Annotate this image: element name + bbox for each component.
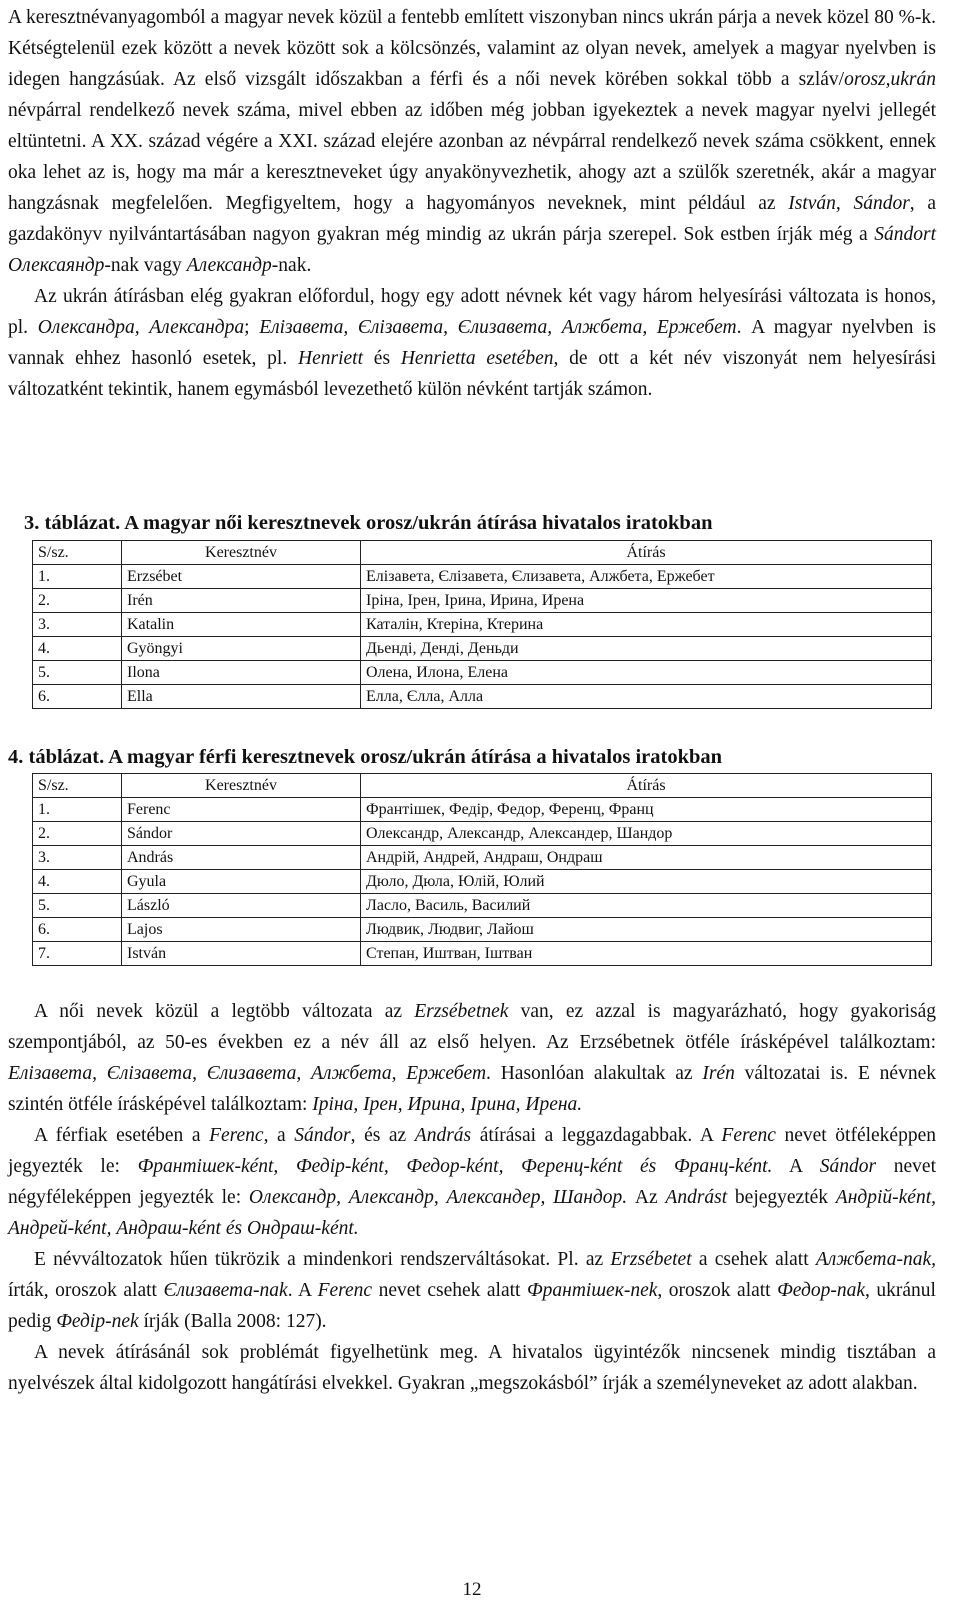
table-cell: Людвик, Людвиг, Лайош [361, 918, 932, 942]
table-row [33, 918, 932, 942]
italic-run: Олександр, Александр, Александер, Шандор. [248, 1187, 628, 1208]
table-row [33, 685, 932, 709]
table-cell: Ferenc [122, 798, 361, 822]
table-cell: Дюло, Дюла, Юлій, Юлий [361, 870, 932, 894]
italic-run: Sándort Олексаяндр [8, 224, 936, 276]
table3-caption: 3. táblázat. A magyar női keresztnevek orosz/ukrán átírása hivatalos iratokban [24, 512, 713, 534]
table-cell: 4. [33, 637, 122, 661]
table-cell: István [122, 942, 361, 966]
table-cell: Katalin [122, 613, 361, 637]
table-cell: Каталін, Ктеріна, Ктерина [361, 613, 932, 637]
table-cell: Елізавета, Єлізавета, Єлизавета, Алжбета, Ержебет [361, 565, 932, 589]
paragraph: A keresztnévanyagomból a magyar nevek közül a fentebb említett viszonyban nincs ukrán párja a nevek közel 80 %-k. Kétségtelenül ezek között a nevek között sok a kölcsönzés, valamint az olyan nevek, amelyek a magyar nyelvben is idegen hangzásúak. Az első vizsgált időszakban a férfi és a női nevek körében sokkal több a szláv/orosz,ukrán névpárral rendelkező nevek száma, mivel ebben az időben még jobban igyekeztek a nevek magyar nyelvi jellegét eltüntetni. A XX. század végére a XXI. század elejére azonban az névpárral rendelkező nevek száma csökkent, ennek oka lehet az is, hogy ma már a keresztneveket úgy anyakönyvezhetik, ahogy azt a szülők szeretnék, akár a magyar hangzásnak megfelelően. Megfigyeltem, hogy a hagyományos neveknek, mint például az István, Sándor, a gazdakönyv nyilvántartásában nagyon gyakran még mindig az ukrán párja szerepel. Sok estben írják még a Sándort Олексаяндр-nak vagy Александр-nak. [8, 7, 936, 276]
table-cell: Sándor [122, 822, 361, 846]
table-row [33, 565, 932, 589]
table-row [33, 942, 932, 966]
table-cell: 3. [33, 613, 122, 637]
column-header: Keresztnév [122, 774, 361, 798]
table-cell: Олександр, Александр, Александер, Шандор [361, 822, 932, 846]
italic-run: Елізавета, Єлізавета, Єлизавета, Алжбета, Ержебет [8, 1063, 487, 1084]
italic-run: Henrietta esetében [400, 348, 554, 369]
italic-run: Олександра, Александра [37, 317, 245, 338]
column-header: S/sz. [33, 541, 122, 565]
paragraph: A nevek átírásánál sok problémát figyelhetünk meg. A hivatalos ügyintézők nincsenek mindig tisztában a nyelvészek által kidolgozott hangátírási elvekkel. Gyakran „megszokásból” írják a személyneveket az adott alakban. [8, 1342, 936, 1394]
italic-run: Андрій-ként, Андрей-ként, Андраш-ként és Ондраш-ként. [8, 1187, 936, 1239]
italic-run: Ferenc [721, 1125, 776, 1146]
table-cell: 3. [33, 846, 122, 870]
italic-run: András [414, 1125, 472, 1146]
paragraph: A női nevek közül a legtöbb változata az Erzsébetnek van, ez azzal is magyarázható, hogy gyakoriság szempontjából, az 50-es években ez a név áll az első helyen. Az Erzsébetnek ötféle írásképével találkoztam: Елізавета, Єлізавета, Єлизавета, Алжбета, Ержебет. Hasonlóan alakultak az Irén változatai is. E névnek szintén ötféle írásképével találkoztam: Іріна, Ірен, Ирина, Ірина, Ирена. [8, 1001, 936, 1115]
italic-run: Франтішек-nek [526, 1280, 658, 1301]
table-cell: 4. [33, 870, 122, 894]
table-row [33, 798, 932, 822]
table-cell: Ilona [122, 661, 361, 685]
table-cell: Ласло, Василь, Василий [361, 894, 932, 918]
table-cell: 2. [33, 589, 122, 613]
italic-run: Александр [186, 255, 272, 276]
paragraph: Az ukrán átírásban elég gyakran előfordul, hogy egy adott névnek két vagy három helyesírási változata is honos, pl. Олександра, Александра; Елізавета, Єлізавета, Єлизавета, Алжбета, Ержебет. A magyar nyelvben is vannak ehhez hasonló esetek, pl. Henriett és Henrietta esetében, de ott a két név viszonyát nem helyesírási változatként tekintik, hanem egymásból levezethető külön névként tartják számon. [8, 286, 937, 400]
italic-run: Andrást [665, 1187, 728, 1208]
column-header: S/sz. [33, 774, 122, 798]
italic-run: Erzsébetnek [414, 1001, 509, 1022]
table-cell: Елла, Єлла, Алла [361, 685, 932, 709]
table-header-row [33, 774, 932, 798]
table-cell: László [122, 894, 361, 918]
table-cell: 6. [33, 685, 122, 709]
italic-run: Алжбета-nak, [815, 1249, 936, 1270]
table-row [33, 613, 932, 637]
italic-run: Елізавета, Єлізавета, Єлизавета, Алжбета, Ержебет [259, 317, 737, 338]
table-cell: Gyöngyi [122, 637, 361, 661]
table-cell: Ella [122, 685, 361, 709]
table-header-row [33, 541, 932, 565]
table-cell: András [122, 846, 361, 870]
table-cell: 1. [33, 798, 122, 822]
italic-run: Sándor [294, 1125, 351, 1146]
italic-run: Erzsébetet [610, 1249, 692, 1270]
italic-run: Федор-nak [777, 1280, 865, 1301]
italic-run: Sándor [853, 193, 910, 214]
table-row [33, 846, 932, 870]
table-cell: Irén [122, 589, 361, 613]
page-number: 12 [462, 1579, 482, 1600]
italic-run: Sándor [819, 1156, 877, 1177]
table-cell: 5. [33, 661, 122, 685]
table-cell: Erzsébet [122, 565, 361, 589]
table-cell: Степан, Иштван, Іштван [361, 942, 932, 966]
table-cell: 1. [33, 565, 122, 589]
table-cell: 5. [33, 894, 122, 918]
table-row [33, 661, 932, 685]
italic-run: orosz,ukrán [844, 69, 936, 90]
table-cell: 7. [33, 942, 122, 966]
italic-run: István [788, 193, 836, 214]
table-row [33, 894, 932, 918]
body-text-top [8, 2, 936, 405]
table-row [33, 870, 932, 894]
table3 [32, 540, 932, 709]
italic-run: Ferenc [317, 1280, 373, 1301]
italic-run: Франтішек-ként, Федір-ként, Федор-ként, Ференц-ként és Франц-ként. [137, 1156, 773, 1177]
table-cell: Lajos [122, 918, 361, 942]
italic-run: Irén [702, 1063, 735, 1084]
table-cell: Франтішек, Федір, Федор, Ференц, Франц [361, 798, 932, 822]
column-header: Keresztnév [122, 541, 361, 565]
column-header: Átírás [361, 541, 932, 565]
italic-run: Іріна, Ірен, Ирина, Ірина, Ирена. [312, 1094, 583, 1115]
table-row [33, 822, 932, 846]
table-cell: Олена, Илона, Елена [361, 661, 932, 685]
body-text-bottom [8, 996, 936, 1399]
italic-run: Федір-nek [56, 1311, 139, 1332]
table4-caption: 4. táblázat. A magyar férfi keresztnevek orosz/ukrán átírása a hivatalos iratokban [8, 746, 723, 768]
italic-run: Henriett [298, 348, 364, 369]
table-cell: Дьенді, Денді, Деньди [361, 637, 932, 661]
paragraph: A férfiak esetében a Ferenc, a Sándor, és az András átírásai a leggazdagabbak. A Ferenc nevet ötféleképpen jegyezték le: Франтішек-ként, Федір-ként, Федор-ként, Ференц-ként és Франц-ként. A Sándor nevet négyféleképpen jegyezték le: Олександр, Александр, Александер, Шандор. Az Andrást bejegyezték Андрій-ként, Андрей-ként, Андраш-ként és Ондраш-ként. [8, 1125, 937, 1239]
table-cell: 6. [33, 918, 122, 942]
paragraph: E névváltozatok hűen tükrözik a mindenkori rendszerváltásokat. Pl. az Erzsébetet a csehek alatt Алжбета-nak, írták, oroszok alatt Єлизавета-nak. A Ferenc nevet csehek alatt Франтішек-nek, oroszok alatt Федор-nak, ukránul pedig Федір-nek írják (Balla 2008: 127). [8, 1249, 936, 1332]
table-cell: Gyula [122, 870, 361, 894]
table-row [33, 637, 932, 661]
italic-run: Єлизавета-nak [163, 1280, 288, 1301]
italic-run: Ferenc [209, 1125, 264, 1146]
table-cell: 2. [33, 822, 122, 846]
table-cell: Андрій, Андрей, Андраш, Ондраш [361, 846, 932, 870]
table-row [33, 589, 932, 613]
column-header: Átírás [361, 774, 932, 798]
table-cell: Іріна, Ірен, Ірина, Ирина, Ирена [361, 589, 932, 613]
table4 [32, 773, 932, 966]
